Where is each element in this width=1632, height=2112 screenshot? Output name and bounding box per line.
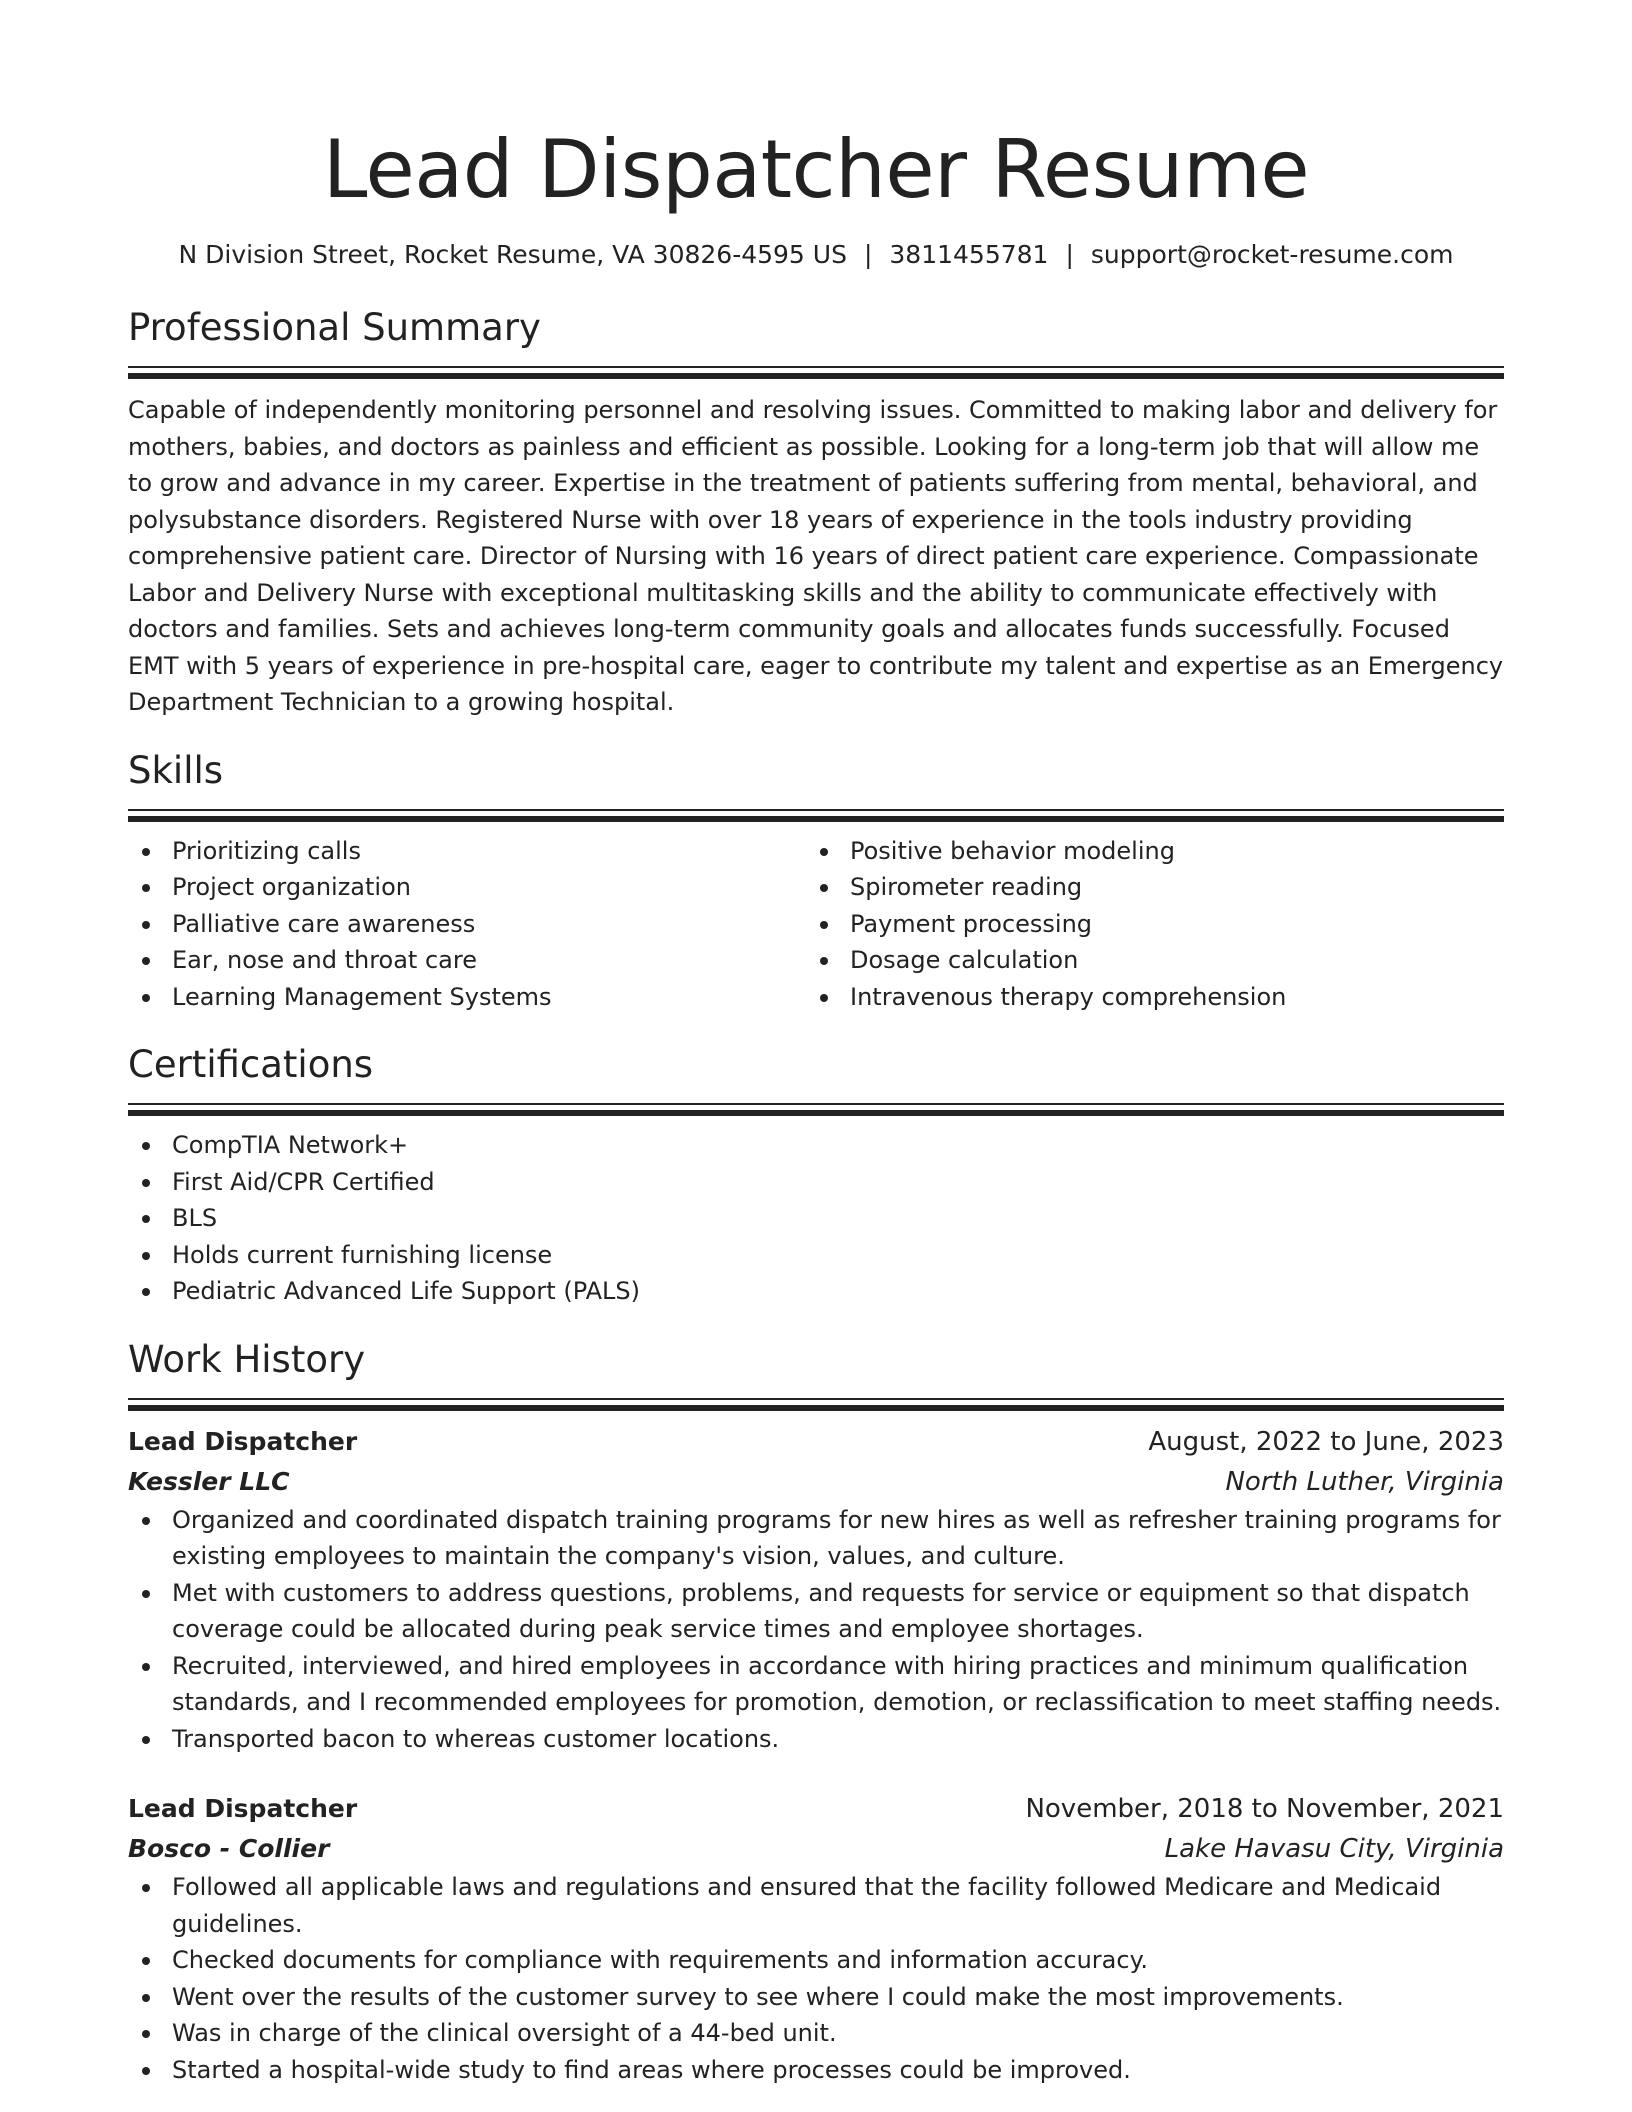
section-heading-certifications: Certifications	[128, 1043, 374, 1086]
skills-section	[128, 747, 1504, 1016]
job-location: Lake Havasu City, Virginia	[1164, 1834, 1504, 1864]
job-dates: November, 2018 to November, 2021	[1025, 1794, 1504, 1824]
resume-page	[128, 0, 1504, 2088]
job-entry	[128, 1789, 1504, 2088]
job-header	[128, 1789, 1504, 1829]
job-bullet: Organized and coordinated dispatch training programs for new hires as well as refresher training programs for existing employees to maintain the company's vision, values, and culture.	[128, 1502, 1504, 1575]
work-history-section	[128, 1336, 1504, 2089]
skills-list-right	[806, 833, 1484, 1016]
skill-item: Dosage calculation	[806, 942, 1484, 979]
job-bullet: Followed all applicable laws and regulations and ensured that the facility followed Medicare and Medicaid guidelines.	[128, 1869, 1504, 1942]
resume-title: Lead Dispatcher Resume	[322, 123, 1310, 216]
job-entry	[128, 1422, 1504, 1758]
skill-item: Payment processing	[806, 906, 1484, 943]
certifications-list	[128, 1127, 1504, 1310]
certification-item: Holds current furnishing license	[128, 1237, 1504, 1274]
job-company: Kessler LLC	[128, 1466, 290, 1496]
contact-separator: |	[863, 240, 873, 269]
section-divider	[128, 1103, 1504, 1117]
contact-address: N Division Street, Rocket Resume, VA 30826-4595 US	[178, 240, 847, 269]
summary-section	[128, 304, 1504, 721]
skill-item: Prioritizing calls	[128, 833, 806, 870]
job-bullet-list	[128, 1502, 1504, 1758]
skill-item: Spirometer reading	[806, 869, 1484, 906]
section-heading-summary: Professional Summary	[128, 306, 541, 349]
job-bullet-list	[128, 1869, 1504, 2088]
certification-item: Pediatric Advanced Life Support (PALS)	[128, 1273, 1504, 1310]
certification-item: CompTIA Network+	[128, 1127, 1504, 1164]
contact-line	[128, 238, 1504, 272]
job-bullet: Went over the results of the customer survey to see where I could make the most improvements.	[128, 1979, 1504, 2016]
job-bullet: Recruited, interviewed, and hired employees in accordance with hiring practices and minimum qualification standards, and I recommended employees for promotion, demotion, or reclassification to meet staffing needs.	[128, 1648, 1504, 1721]
skill-item: Project organization	[128, 869, 806, 906]
job-subheader	[128, 1829, 1504, 1869]
job-title: Lead Dispatcher	[128, 1794, 358, 1823]
certifications-section	[128, 1041, 1504, 1310]
job-dates: August, 2022 to June, 2023	[1148, 1426, 1504, 1457]
job-title: Lead Dispatcher	[128, 1426, 358, 1456]
skill-item: Ear, nose and throat care	[128, 942, 806, 979]
skills-list-left	[128, 833, 806, 1016]
skill-item: Intravenous therapy comprehension	[806, 979, 1484, 1016]
section-heading-work-history: Work History	[128, 1337, 366, 1381]
section-divider	[128, 1398, 1504, 1412]
job-bullet: Met with customers to address questions, problems, and requests for service or equipment so that dispatch coverage could be allocated during peak service times and employee shortages.	[128, 1575, 1504, 1648]
job-bullet: Started a hospital-wide study to find areas where processes could be improved.	[128, 2052, 1504, 2089]
contact-phone: 3811455781	[889, 240, 1049, 269]
section-heading-skills: Skills	[128, 748, 224, 792]
job-bullet: Checked documents for compliance with requirements and information accuracy.	[128, 1942, 1504, 1979]
job-location: North Luther, Virginia	[1225, 1466, 1504, 1497]
skills-grid	[128, 833, 1504, 1016]
job-header	[128, 1422, 1504, 1462]
skill-item: Palliative care awareness	[128, 906, 806, 943]
job-bullet: Was in charge of the clinical oversight of a 44-bed unit.	[128, 2015, 1504, 2052]
skill-item: Positive behavior modeling	[806, 833, 1484, 870]
certification-item: BLS	[128, 1200, 1504, 1237]
contact-email[interactable]: support@rocket-resume.com	[1090, 240, 1454, 269]
section-divider	[128, 809, 1504, 823]
contact-separator: |	[1065, 240, 1074, 269]
job-company: Bosco - Collier	[128, 1834, 330, 1863]
job-bullet: Transported bacon to whereas customer locations.	[128, 1721, 1504, 1758]
job-subheader	[128, 1462, 1504, 1502]
skill-item: Learning Management Systems	[128, 979, 806, 1016]
section-divider	[128, 366, 1504, 380]
summary-text: Capable of independently monitoring personnel and resolving issues. Committed to making labor and delivery for mothers, babies, and doctors as painless and efficient as possible. Looking for a long-term job that will allow me to grow and advance in my career. Expertise in the treatment of patients suffering from mental, behavioral, and polysubstance disorders. Registered Nurse with over 18 years of experience in the tools industry providing comprehensive patient care. Director of Nursing with 16 years of direct patient care experience. Compassionate Labor and Delivery Nurse with exceptional multitasking skills and the ability to communicate effectively with doctors and families. Sets and achieves long-term community goals and allocates funds successfully. Focused EMT with 5 years of experience in pre-hospital care, eager to contribute my talent and expertise as an Emergency Department Technician to a growing hospital.	[128, 396, 1504, 716]
certification-item: First Aid/CPR Certified	[128, 1164, 1504, 1201]
